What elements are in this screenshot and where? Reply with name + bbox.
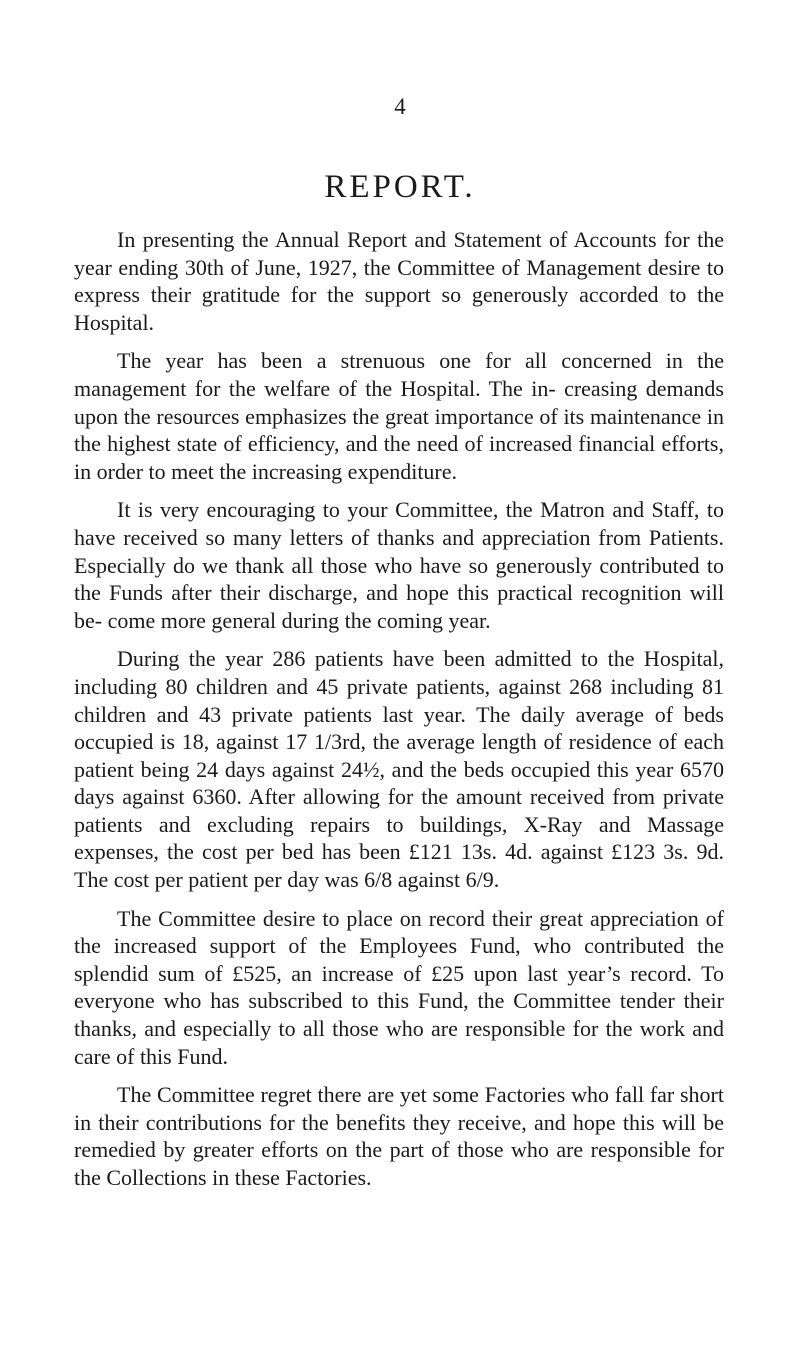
page-number: 4 xyxy=(394,94,406,119)
paragraph-patient-statistics: During the year 286 patients have been admitted to the Hospital, including 80 children and 45 private patients, against 268 including 81 children and 43 private patients last year. The daily average of beds occupied is 18, against 17 1/3rd, the average length of residence of each patient being 24 days against 24½, and the beds occupied this year 6570 days against 6360. After allowing for the amount received from private patients and excluding repairs to buildings, X-Ray and Massage expenses, the cost per bed has been £121 13s. 4d. against £123 3s. 9d. The cost per patient per day was 6/8 against 6/9. xyxy=(74,646,724,893)
paragraph-gratitude: In presenting the Annual Report and Statement of Accounts for the year ending 30th of June, 1927, the Committee of Management desire to express their gratitude for the support so generously accorded to the Hospital. xyxy=(74,227,724,335)
paragraph-employees-fund: The Committee desire to place on record their great appreciation of the increased support of the Employees Fund, who contributed the splendid sum of £525, an increase of £25 upon last year’s record. To everyone who has subscribed to this Fund, the Committee tender their thanks, and especially to all those who are responsible for the work and care of this Fund. xyxy=(74,905,724,1069)
report-body xyxy=(74,226,724,1203)
paragraph-factories: The Committee regret there are yet some Factories who fall far short in their contributions for the benefits they receive, and hope this will be remedied by greater efforts on the part of those who are responsible for the Collections in these Factories. xyxy=(74,1082,724,1190)
paragraph-strenuous-year: The year has been a strenuous one for all concerned in the management for the welfare of the Hospital. The in- creasing demands upon the resources emphasizes the great importance of its maintenance in the highest state of efficiency, and the need of increased financial efforts, in order to meet the increasing expenditure. xyxy=(74,348,724,484)
report-title: REPORT. xyxy=(324,169,476,205)
paragraph-letters-of-thanks: It is very encouraging to your Committee, the Matron and Staff, to have received so many letters of thanks and appreciation from Patients. Especially do we thank all those who have so generously contributed to the Funds after their discharge, and hope this practical recognition will be- come more general during the coming year. xyxy=(74,497,724,633)
